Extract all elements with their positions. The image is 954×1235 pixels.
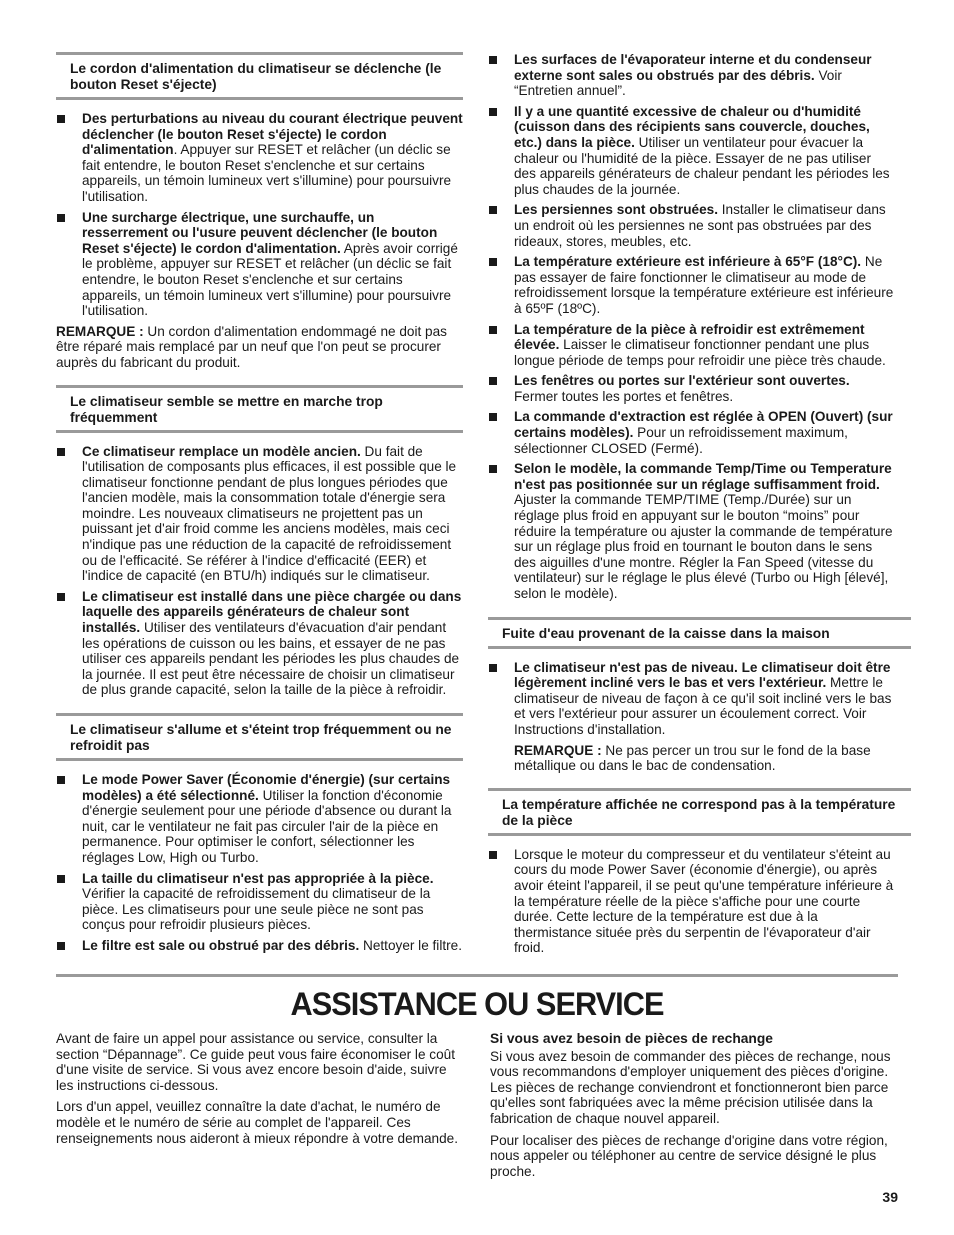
list-item: La température extérieure est inférieure à 65°F (18°C). Ne pas essayer de faire fonctionner le climatiseur au mode de refroidissement lorsque la température extérieure est inférieure à 65ºF (18ºC). [488, 254, 895, 316]
replacement-parts-paragraph: Si vous avez besoin de commander des pièces de rechange, nous vous recommandons d'employer uniquement des pièces d'origine. Les pièces de rechange conviendront et fonctionneront bien parce qu'elles sont fabriquées avec la même précision utilisée dans la fabrication de chaque nouvel appareil. [490, 1048, 891, 1126]
bullet-square-icon [489, 851, 497, 859]
list-item: Selon le modèle, la commande Temp/Time ou Temperature n'est pas positionnée sur un réglage suffisamment froid. Ajuster la commande TEMP/TIME (Temp./Durée) sur un réglage plus froid en appuyant sur le bouton “moins” pour réduire la température ou ajuster la commande de température sur un réglage plus froid en tournant le bouton dans le sens des aiguilles d'une montre. Régler la Fan Speed (vitesse du ventilateur) sur le réglage le plus élevé (Turbo ou High [élevé], selon le modèle). [488, 461, 895, 601]
bullet-list-frequent-start [56, 444, 463, 699]
bullet-square-icon [489, 326, 497, 334]
bullet-square-icon [57, 776, 65, 784]
list-item: Les persiennes sont obstruées. Installer le climatiseur dans un endroit où les persiennes ne sont pas obstruées par des rideaux, stores, meubles, etc. [488, 202, 895, 249]
bullet-square-icon [57, 448, 65, 456]
bullet-square-icon [489, 465, 497, 473]
bullet-square-icon [489, 664, 497, 672]
list-item: La taille du climatiseur n'est pas appropriée à la pièce. Vérifier la capacité de refroidissement du climatiseur de la pièce. Les climatiseurs pour une seule pièce ne sont pas conçus pour refroidir plusieurs pièces. [56, 871, 463, 933]
section-heading-water-leak: Fuite d'eau provenant de la caisse dans la maison [488, 617, 911, 649]
list-item: Des perturbations au niveau du courant électrique peuvent déclencher (le bouton Reset s'éjecte) le cordon d'alimentation. Appuyer sur RESET et relâcher (un déclic se fait entendre, le bouton Reset s'enclenche et sur certains appareils, un témoin lumineux vert s'illumine) pour poursuivre l'utilisation. [56, 111, 463, 205]
remark: REMARQUE : Un cordon d'alimentation endommagé ne doit pas être réparé mais remplacé par un neuf que l'on peut se procurer auprès du fabricant du produit. [56, 323, 447, 370]
bullet-list-cycling [56, 772, 463, 954]
service-intro-paragraph: Avant de faire un appel pour assistance ou service, consulter la section “Dépannage”. Ce guide peut vous faire économiser le coût d'une visite de service. Si vous avez encore besoin d'aide, suivre les instructions ci-dessous. [56, 1031, 455, 1093]
bullet-square-icon [489, 56, 497, 64]
bullet-square-icon [57, 942, 65, 950]
list-item: Les surfaces de l'évaporateur interne et du condenseur externe sont sales ou obstrués par des débris. Voir “Entretien annuel”. [488, 52, 895, 99]
remark: REMARQUE : Ne pas percer un trou sur le fond de la base métallique ou dans le bac de condensation. [514, 742, 871, 774]
list-item: Le mode Power Saver (Économie d'énergie) (sur certains modèles) a été sélectionné. Utiliser la fonction d'économie d'énergie seulement pour une période d'absence ou durant la nuit, car le ventilateur ne fait pas circuler l'air de la pièce en permanence. Pour optimiser le confort, sélectionner les réglages Low, High ou Turbo. [56, 772, 463, 866]
list-item: La température de la pièce à refroidir est extrêmement élevée. Laisser le climatiseur fonctionner pendant une plus longue période de temps pour refroidir une pièce très chaude. [488, 322, 895, 369]
bullet-square-icon [489, 206, 497, 214]
list-item: Les fenêtres ou portes sur l'extérieur sont ouvertes. Fermer toutes les portes et fenêtres. [488, 373, 895, 404]
service-call-paragraph: Lors d'un appel, veuillez connaître la date d'achat, le numéro de modèle et le numéro de série au complet de l'appareil. Ces renseignements nous aideront à mieux répondre à votre demande. [56, 1099, 459, 1146]
service-left-column [56, 1031, 461, 1152]
list-item: Une surcharge électrique, une surchauffe, un resserrement ou l'usure peuvent déclencher (le bouton Reset s'éjecte) le cordon d'alimentation. Après avoir corrigé le problème, appuyer sur RESET et relâcher (un déclic se fait entendre, le bouton Reset s'enclenche et sur certains appareils, un témoin lumineux vert s'illumine) pour poursuivre l'utilisation. [56, 210, 463, 319]
replacement-parts-heading: Si vous avez besoin de pièces de rechange [490, 1031, 773, 1046]
right-column [488, 52, 895, 961]
bullet-square-icon [57, 115, 65, 123]
page-title: ASSISTANCE OU SERVICE [290, 986, 664, 1022]
list-item: La commande d'extraction est réglée à OPEN (Ouvert) (sur certains modèles). Pour un refroidissement maximum, sélectionner CLOSED (Fermé). [488, 409, 895, 456]
bullet-square-icon [57, 214, 65, 222]
bullet-square-icon [489, 377, 497, 385]
list-item: Lorsque le moteur du compresseur et du ventilateur s'éteint au cours du mode Power Saver (économie d'énergie), ou après avoir éteint l'appareil, il se peut qu'une température inférieure à la température réelle de la pièce s'affiche pour une courte durée. Cette lecture de la température est due à la thermistance située près du serpentin de l'évaporateur d'air froid. [488, 847, 895, 956]
section-heading-reset: Le cordon d'alimentation du climatiseur se déclenche (le bouton Reset s'éjecte) [56, 52, 463, 100]
list-item: Il y a une quantité excessive de chaleur ou d'humidité (cuisson dans des récipients sans couvercle, douches, etc.) dans la pièce. Utiliser un ventilateur pour évacuer la chaleur ou l'humidité de la pièce. Essayer de ne pas utiliser des appareils générateurs de chaleur pendant les périodes les plus chaudes de la journée. [488, 104, 895, 198]
list-item: Le climatiseur n'est pas de niveau. Le climatiseur doit être légèrement incliné vers le bas et vers l'extérieur. Mettre le climatiseur de niveau de façon à ce qu'il soit incliné vers le bas et vers l'extérieur pour assurer un écoulement correct. Voir Instructions d'installation. [488, 660, 895, 738]
section-heading-frequent-start: Le climatiseur semble se mettre en marche trop fréquemment [56, 385, 463, 433]
left-column [56, 52, 463, 959]
list-item: Ce climatiseur remplace un modèle ancien. Du fait de l'utilisation de composants plus efficaces, il est possible que le climatiseur fonctionne pendant de plus longues périodes que l'ancien modèle, mais la consommation totale d'énergie sera moindre. Les nouveaux climatiseurs ne projettent pas un puissant jet d'air froid comme les anciens modèles, mais ceci n'indique pas une réduction de la capacité de refroidissement ou de l'efficacité. Se référer à l'indice d'efficacité (EER) et l'indice de capacité (en BTU/h) indiqués sur le climatiseur. [56, 444, 463, 584]
list-item: Le climatiseur est installé dans une pièce chargée ou dans laquelle des appareils générateurs de chaleur sont installés. Utiliser des ventilateurs d'évacuation d'air pendant les opérations de cuisson ou les bains, et essayer de ne pas utiliser ces appareils pendant les périodes les plus chaudes de la journée. Il est peut être nécessaire de choisir un climatiseur de plus grande capacité, selon la taille de la pièce à refroidir. [56, 589, 463, 698]
bullet-list-temperature-display [488, 847, 895, 956]
bullet-list-water-leak [488, 660, 895, 738]
bullet-square-icon [489, 108, 497, 116]
service-right-column [490, 1031, 895, 1185]
section-heading-cycling: Le climatiseur s'allume et s'éteint trop fréquemment ou ne refroidit pas [56, 713, 463, 761]
bullet-list-cooling [488, 52, 895, 602]
bullet-square-icon [489, 258, 497, 266]
bullet-square-icon [57, 875, 65, 883]
bullet-square-icon [489, 413, 497, 421]
bullet-list-reset [56, 111, 463, 319]
section-divider [56, 974, 898, 977]
replacement-parts-locate-paragraph: Pour localiser des pièces de rechange d'origine dans votre région, nous appeler ou téléphoner au centre de service désigné le plus proche. [490, 1132, 888, 1179]
page-number: 39 [882, 1189, 898, 1205]
bullet-square-icon [57, 593, 65, 601]
section-heading-temperature-display: La température affichée ne correspond pas à la température de la pièce [488, 788, 911, 836]
list-item: Le filtre est sale ou obstrué par des débris. Nettoyer le filtre. [56, 938, 463, 954]
